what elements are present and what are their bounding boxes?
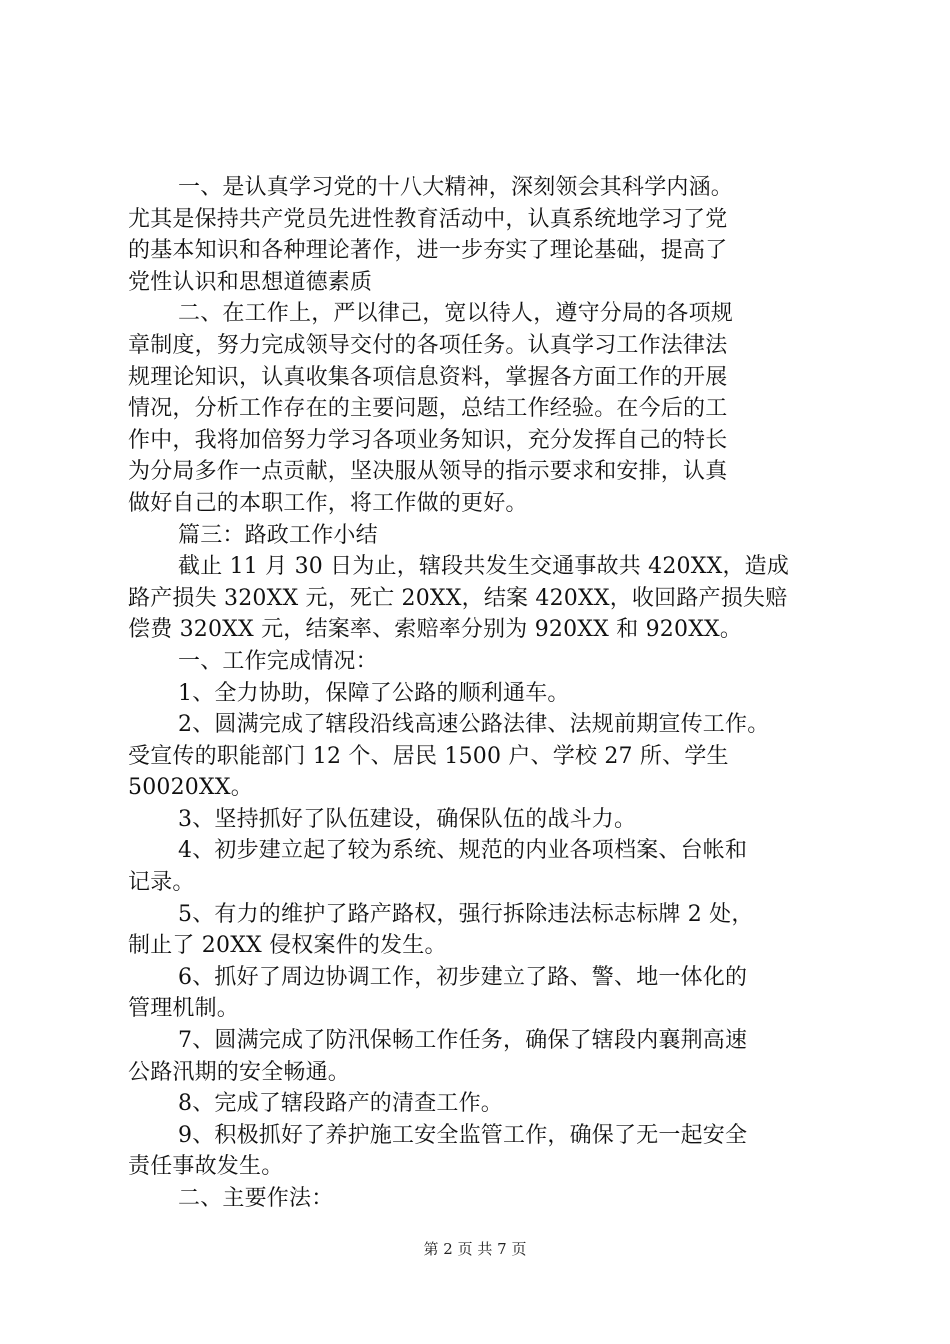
text-line: 的基本知识和各种理论著作，进一步夯实了理论基础，提高了 <box>128 238 728 264</box>
text-line: 9、积极抓好了养护施工安全监管工作，确保了无一起安全 <box>178 1122 748 1148</box>
text-line: 路产损失 320XX 元，死亡 20XX，结案 420XX，收回路产损失赔 <box>128 585 788 611</box>
text-line: 公路汛期的安全畅通。 <box>128 1059 351 1085</box>
text-line: 二、主要作法： <box>178 1186 334 1211</box>
text-line: 为分局多作一点贡献，坚决服从领导的指示要求和安排，认真 <box>128 459 728 485</box>
text-line: 管理机制。 <box>128 996 240 1022</box>
text-line: 情况，分析工作存在的主要问题，总结工作经验。在今后的工 <box>128 396 728 422</box>
text-line: 尤其是保持共产党员先进性教育活动中，认真系统地学习了党 <box>128 206 728 232</box>
text-line: 作中，我将加倍努力学习各项业务知识，充分发挥自己的特长 <box>128 427 728 453</box>
text-line: 1、全力协助，保障了公路的顺利通车。 <box>178 680 570 706</box>
document-body <box>128 172 828 1215</box>
text-line: 规理论知识，认真收集各项信息资料，掌握各方面工作的开展 <box>128 364 728 390</box>
text-line: 50020XX。 <box>128 775 253 801</box>
text-line: 一、是认真学习党的十八大精神，深刻领会其科学内涵。 <box>178 175 734 200</box>
text-line: 责任事故发生。 <box>128 1154 284 1180</box>
text-line: 受宣传的职能部门 12 个、居民 1500 户、学校 27 所、学生 <box>128 743 729 769</box>
page-footer: 第 2 页 共 7 页 <box>423 1240 527 1258</box>
text-line: 章制度，努力完成领导交付的各项任务。认真学习工作法律法 <box>128 332 728 358</box>
text-line: 党性认识和思想道德素质 <box>128 269 373 295</box>
text-line: 4、初步建立起了较为系统、规范的内业各项档案、台帐和 <box>178 838 748 864</box>
text-line: 3、坚持抓好了队伍建设，确保队伍的战斗力。 <box>178 806 637 832</box>
text-line: 截止 11 月 30 日为止，辖段共发生交通事故共 420XX，造成 <box>178 554 790 580</box>
text-line: 做好自己的本职工作，将工作做的更好。 <box>128 490 528 516</box>
text-line: 篇三：路政工作小结 <box>178 522 378 548</box>
text-line: 5、有力的维护了路产路权，强行拆除违法标志标牌 2 处， <box>178 901 754 927</box>
text-line: 7、圆满完成了防汛保畅工作任务，确保了辖段内襄荆高速 <box>178 1028 748 1054</box>
text-line: 8、完成了辖段路产的清查工作。 <box>178 1091 503 1117</box>
text-line: 一、工作完成情况： <box>178 648 378 674</box>
text-line: 制止了 20XX 侵权案件的发生。 <box>128 933 447 959</box>
text-line: 二、在工作上，严以律己，宽以待人，遵守分局的各项规 <box>178 301 734 327</box>
text-line: 偿费 320XX 元，结案率、索赔率分别为 920XX 和 920XX。 <box>128 617 743 643</box>
text-line: 6、抓好了周边协调工作，初步建立了路、警、地一体化的 <box>178 964 748 990</box>
text-line: 2、圆满完成了辖段沿线高速公路法律、法规前期宣传工作。 <box>178 712 770 738</box>
text-line: 记录。 <box>128 870 195 896</box>
